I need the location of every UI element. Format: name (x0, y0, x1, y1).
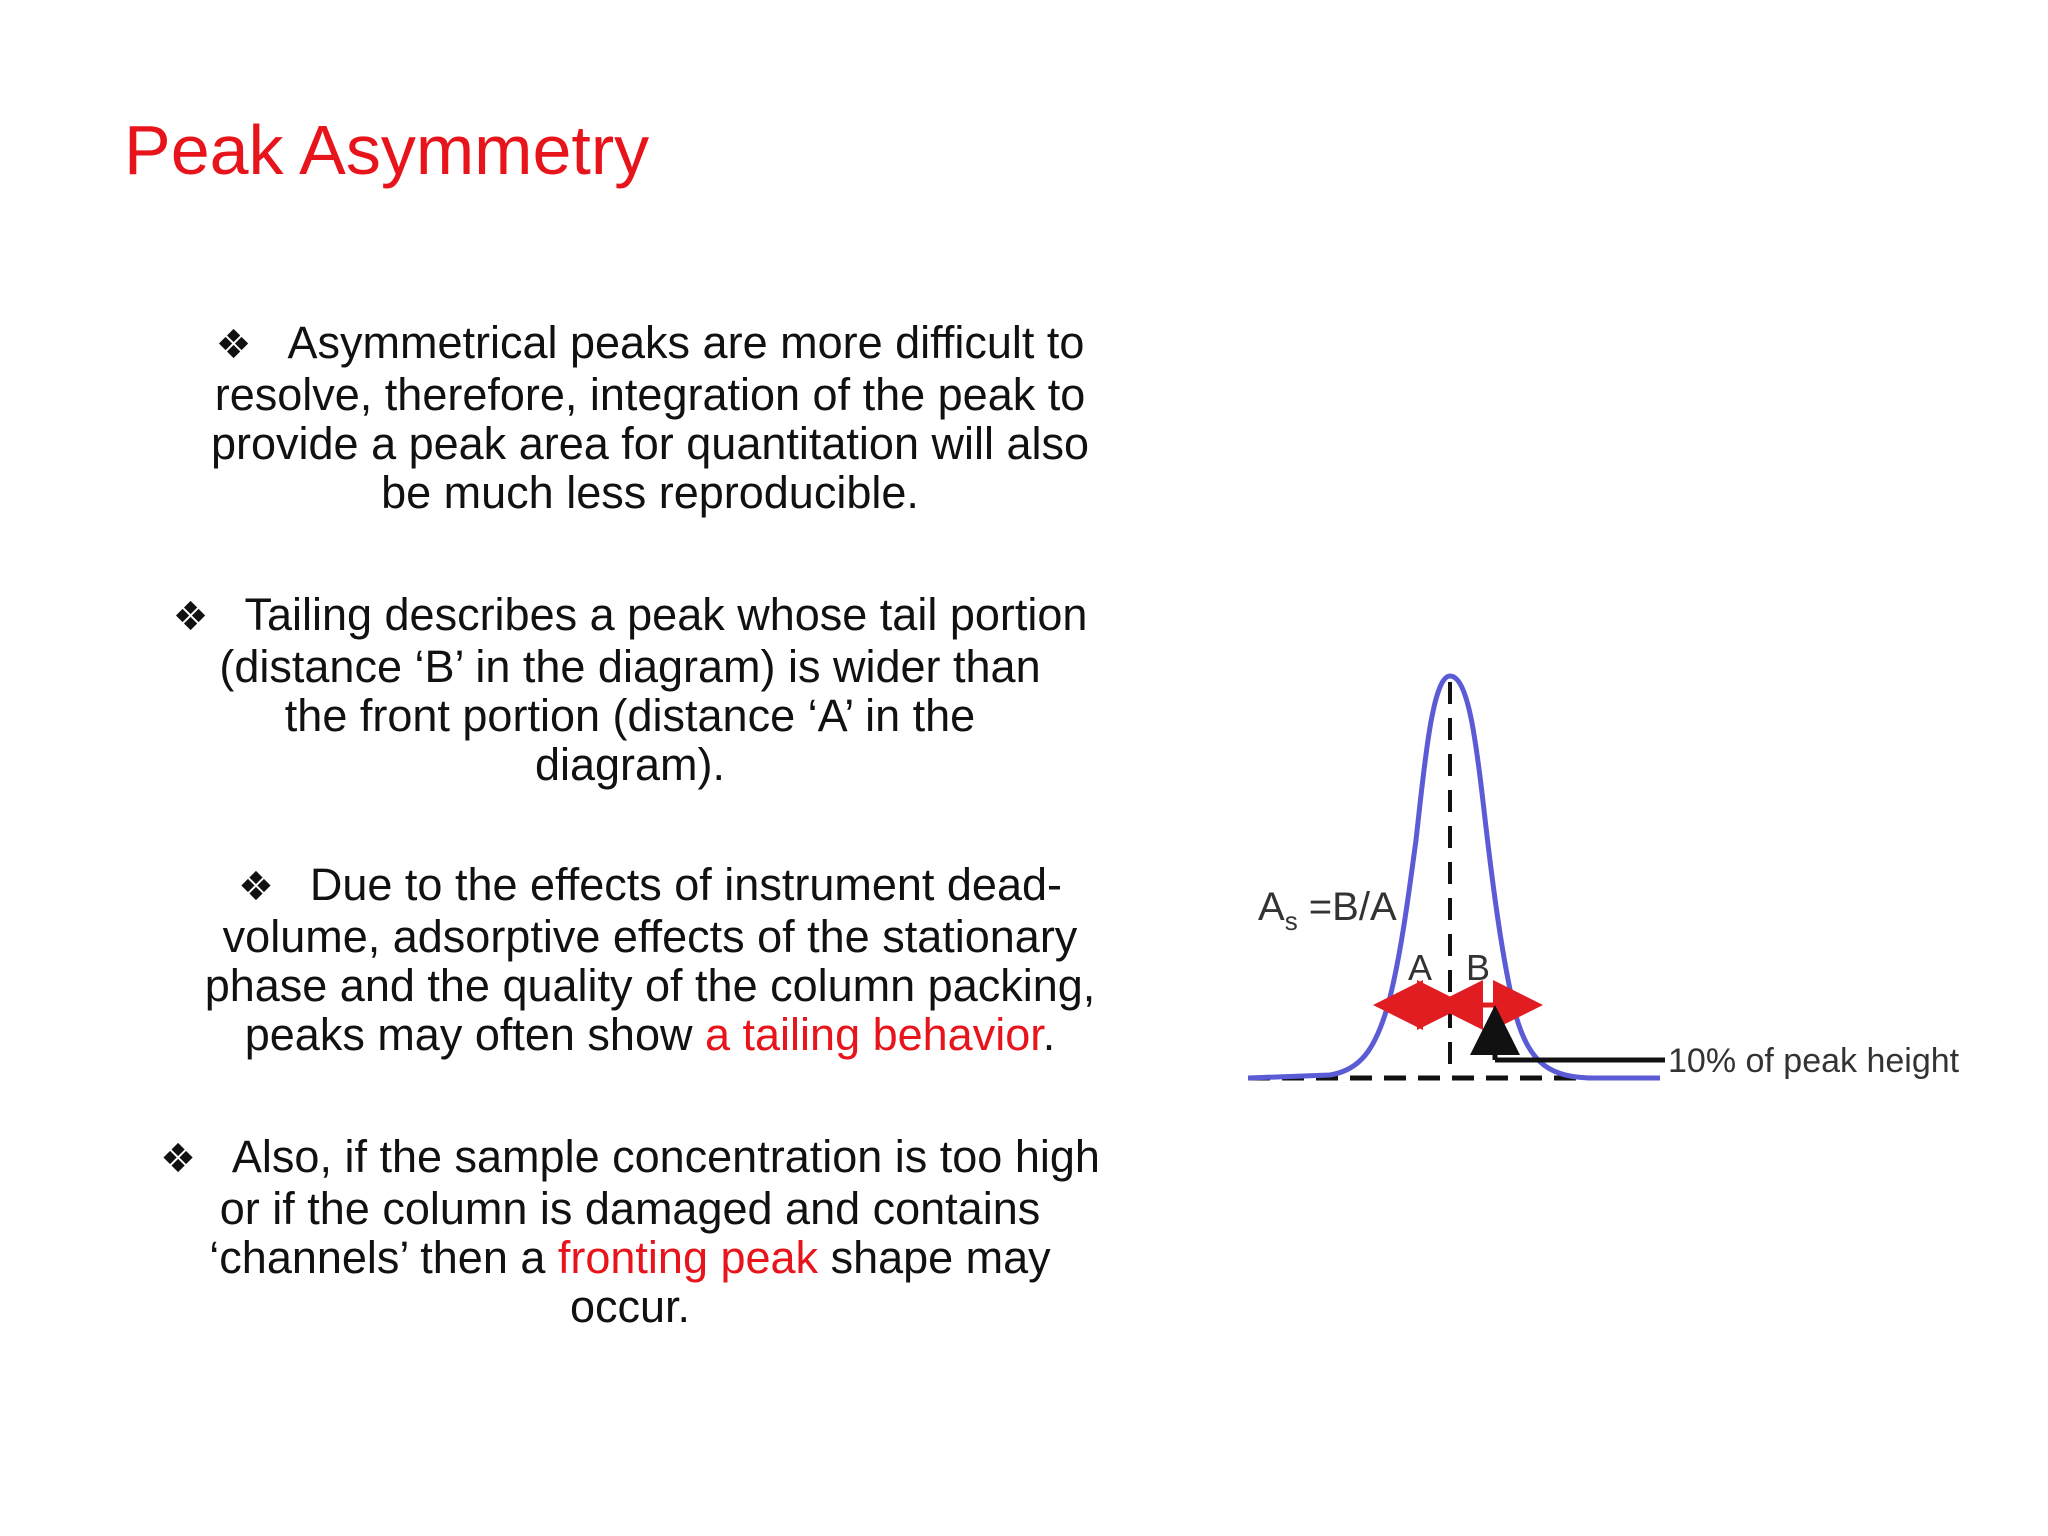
peak-curve (1248, 676, 1660, 1078)
bullet-line: volume, adsorptive effects of the stationary (222, 911, 1078, 962)
peak-diagram-svg (1240, 660, 1980, 1100)
bullet-line: (distance ‘B’ in the diagram) is wider than (219, 641, 1041, 692)
label-a: A (1408, 947, 1433, 988)
diamond-bullet-icon: ❖ (160, 1137, 196, 1181)
bullet-line: ❖ Asymmetrical peaks are more difficult to (215, 317, 1085, 368)
bullet-item-3 (150, 860, 1150, 1059)
label-b: B (1466, 947, 1491, 988)
diamond-bullet-icon: ❖ (238, 865, 274, 909)
label-ten-percent-height: 10% of peak height (1668, 1042, 1960, 1080)
asymmetry-formula: $A_s =B/A$ (1258, 885, 1397, 936)
bullet-item-4 (130, 1132, 1130, 1331)
bullet-line: occur. (569, 1281, 691, 1332)
diamond-bullet-icon: ❖ (215, 323, 252, 367)
highlight-tailing: a tailing behavior (704, 1009, 1043, 1060)
bullet-line: resolve, therefore, integration of the peak to (214, 369, 1086, 420)
bullet-item-1 (160, 318, 1140, 517)
peak-asymmetry-diagram (1240, 660, 1980, 1100)
bullet-line: or if the column is damaged and contains (219, 1183, 1041, 1234)
bullet-line: the front portion (distance ‘A’ in the (284, 690, 976, 741)
bullet-line: peaks may often show a tailing behavior. (244, 1009, 1056, 1060)
bullet-line: ❖ Also, if the sample concentration is too high (160, 1131, 1100, 1182)
slide-title: Peak Asymmetry (124, 111, 650, 189)
highlight-fronting: fronting peak (557, 1232, 819, 1283)
diamond-bullet-icon: ❖ (172, 595, 209, 639)
bullet-line: ❖ Tailing describes a peak whose tail portion (172, 589, 1088, 640)
bullet-line: ❖ Due to the effects of instrument dead- (238, 859, 1062, 910)
bullet-line: diagram). (534, 739, 726, 790)
bullet-line: phase and the quality of the column packing, (204, 960, 1096, 1011)
bullet-line: provide a peak area for quantitation will also (210, 418, 1090, 469)
bullet-item-2 (130, 590, 1130, 789)
bullet-line: be much less reproducible. (381, 467, 919, 518)
bullet-line: ‘channels’ then a fronting peak shape may (209, 1232, 1051, 1283)
